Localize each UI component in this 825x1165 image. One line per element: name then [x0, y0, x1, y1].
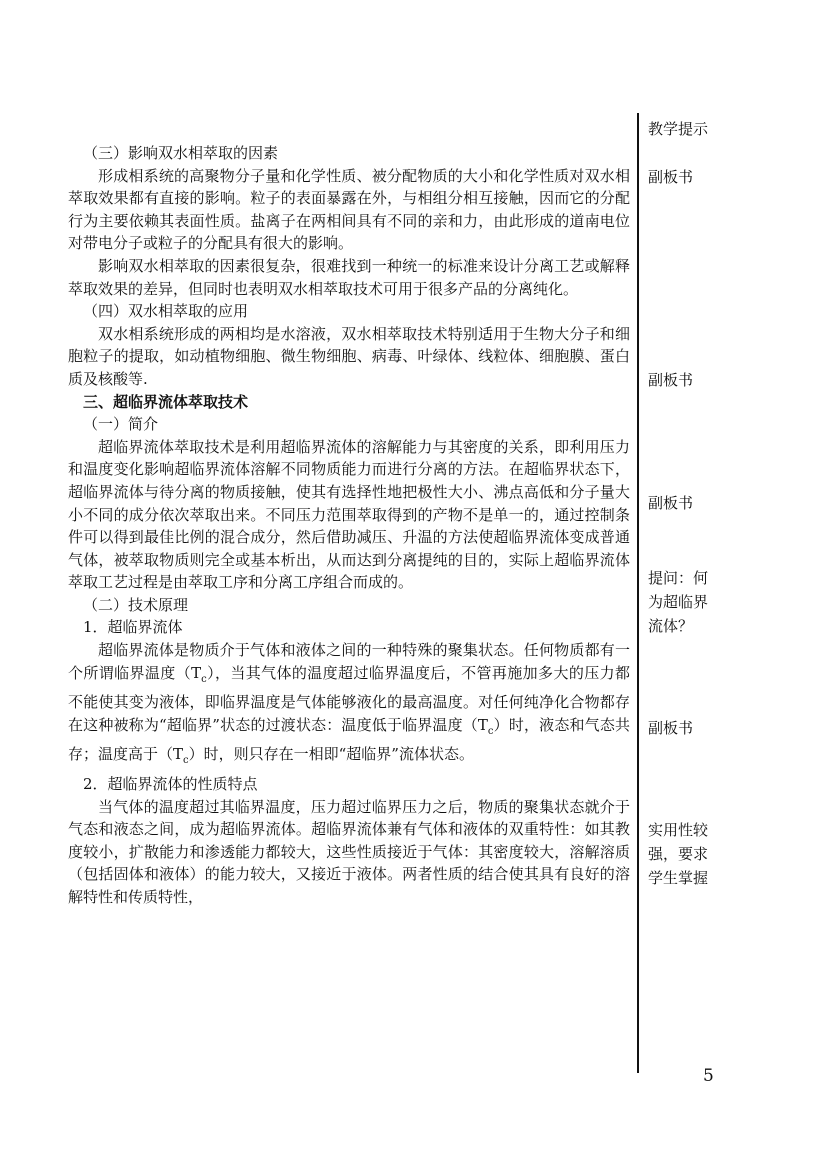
- subheading-principle: （二）技术原理: [83, 595, 189, 614]
- paragraph-4: 超临界流体萃取技术是利用超临界流体的溶解能力与其密度的关系，即利用压力和温度变化影响超临界流体溶解不同物质能力而进行分离的方法。在超临界状态下，超临界流体与待分离的物质接触，使其有选择性地把极性大小、沸点高低和分子量大小不同的成分依次萃取出来。不同压力范围萃取得到的产物不是单一的，通过控制条件可以得到最佳比例的混合成分，然后借助减压、升温的方法使超临界流体变成普通气体，被萃取物质则完全或基本析出，从而达到分离提纯的目的，实际上超临界流体萃取工艺过程是由萃取工序和分离工序组合而成的。: [68, 437, 630, 592]
- paragraph-3: 双水相系统形成的两相均是水溶液，双水相萃取技术特别适用于生物大分子和细胞粒子的提取，如动植物细胞、微生物细胞、病毒、叶绿体、线粒体、细胞膜、蛋白质及核酸等.: [68, 324, 630, 388]
- column-divider: [637, 113, 639, 1073]
- paragraph-5: 超临界流体是物质介于气体和液体之间的一种特殊的聚集状态。任何物质都有一个所谓临界温度$(T_c)$，当其气体的温度超过临界温度后，不管再施加多大的压力都不能使其变为液体，即临界温度是气体能够液化的最高温度。对任何纯净化合物都存在这种被称为“超临界”状态的过渡状态：温度低于临界温度$(T_c)$时，液态和气态共存；温度高于$(T_c)$时，则只存在一相即“超临界”流体状态。: [68, 641, 630, 767]
- side-note-practical: 实用性较强，要求学生掌握: [648, 821, 709, 887]
- side-note-board-3: 副板书: [648, 494, 694, 512]
- page-number: 5: [703, 1066, 714, 1086]
- subheading-3: （三）影响双水相萃取的因素: [83, 144, 279, 162]
- side-note-board-1: 副板书: [648, 168, 694, 186]
- subheading-intro: （一）简介: [83, 415, 159, 434]
- paragraph-1: 形成相系统的高聚物分子量和化学性质、被分配物质的大小和化学性质对双水相萃取效果都有直接的影响。粒子的表面暴露在外，与相组分相互接触，因而它的分配行为主要依赖其表面性质。盐离子在两相间具有不同的亲和力，由此形成的道南电位对带电分子或粒子的分配具有很大的影响。: [68, 166, 630, 253]
- side-note-question: 提问：何为超临界流体？: [648, 569, 709, 635]
- side-note-board-2: 副板书: [648, 371, 694, 389]
- main-text-column: [68, 142, 630, 909]
- side-note-teaching-hint: 教学提示: [648, 120, 709, 138]
- paragraph-6: 当气体的温度超过其临界温度，压力超过临界压力之后，物质的聚集状态就介于气态和液态之间，成为超临界流体。超临界流体兼有气体和液体的双重特性：如其教度较小，扩散能力和渗透能力都较大，这些性质接近于气体：其密度较大，溶解溶质（包括固体和液体）的能力较大，又接近于液体。两者性质的结合使其具有良好的溶解特性和传质特性，: [68, 797, 630, 906]
- numbered-heading-2: 2．超临界流体的性质特点: [83, 775, 258, 794]
- section-heading-3: 三、超临界流体萃取技术: [83, 392, 249, 411]
- subheading-4: （四）双水相萃取的应用: [83, 302, 249, 321]
- side-note-board-4: 副板书: [648, 719, 694, 737]
- paragraph-2: 影响双水相萃取的因素很复杂，很难找到一种统一的标准来设计分离工艺或解释萃取效果的差异，但同时也表明双水相萃取技术可用于很多产品的分离纯化。: [68, 256, 630, 298]
- numbered-heading-1: 1．超临界流体: [83, 618, 183, 637]
